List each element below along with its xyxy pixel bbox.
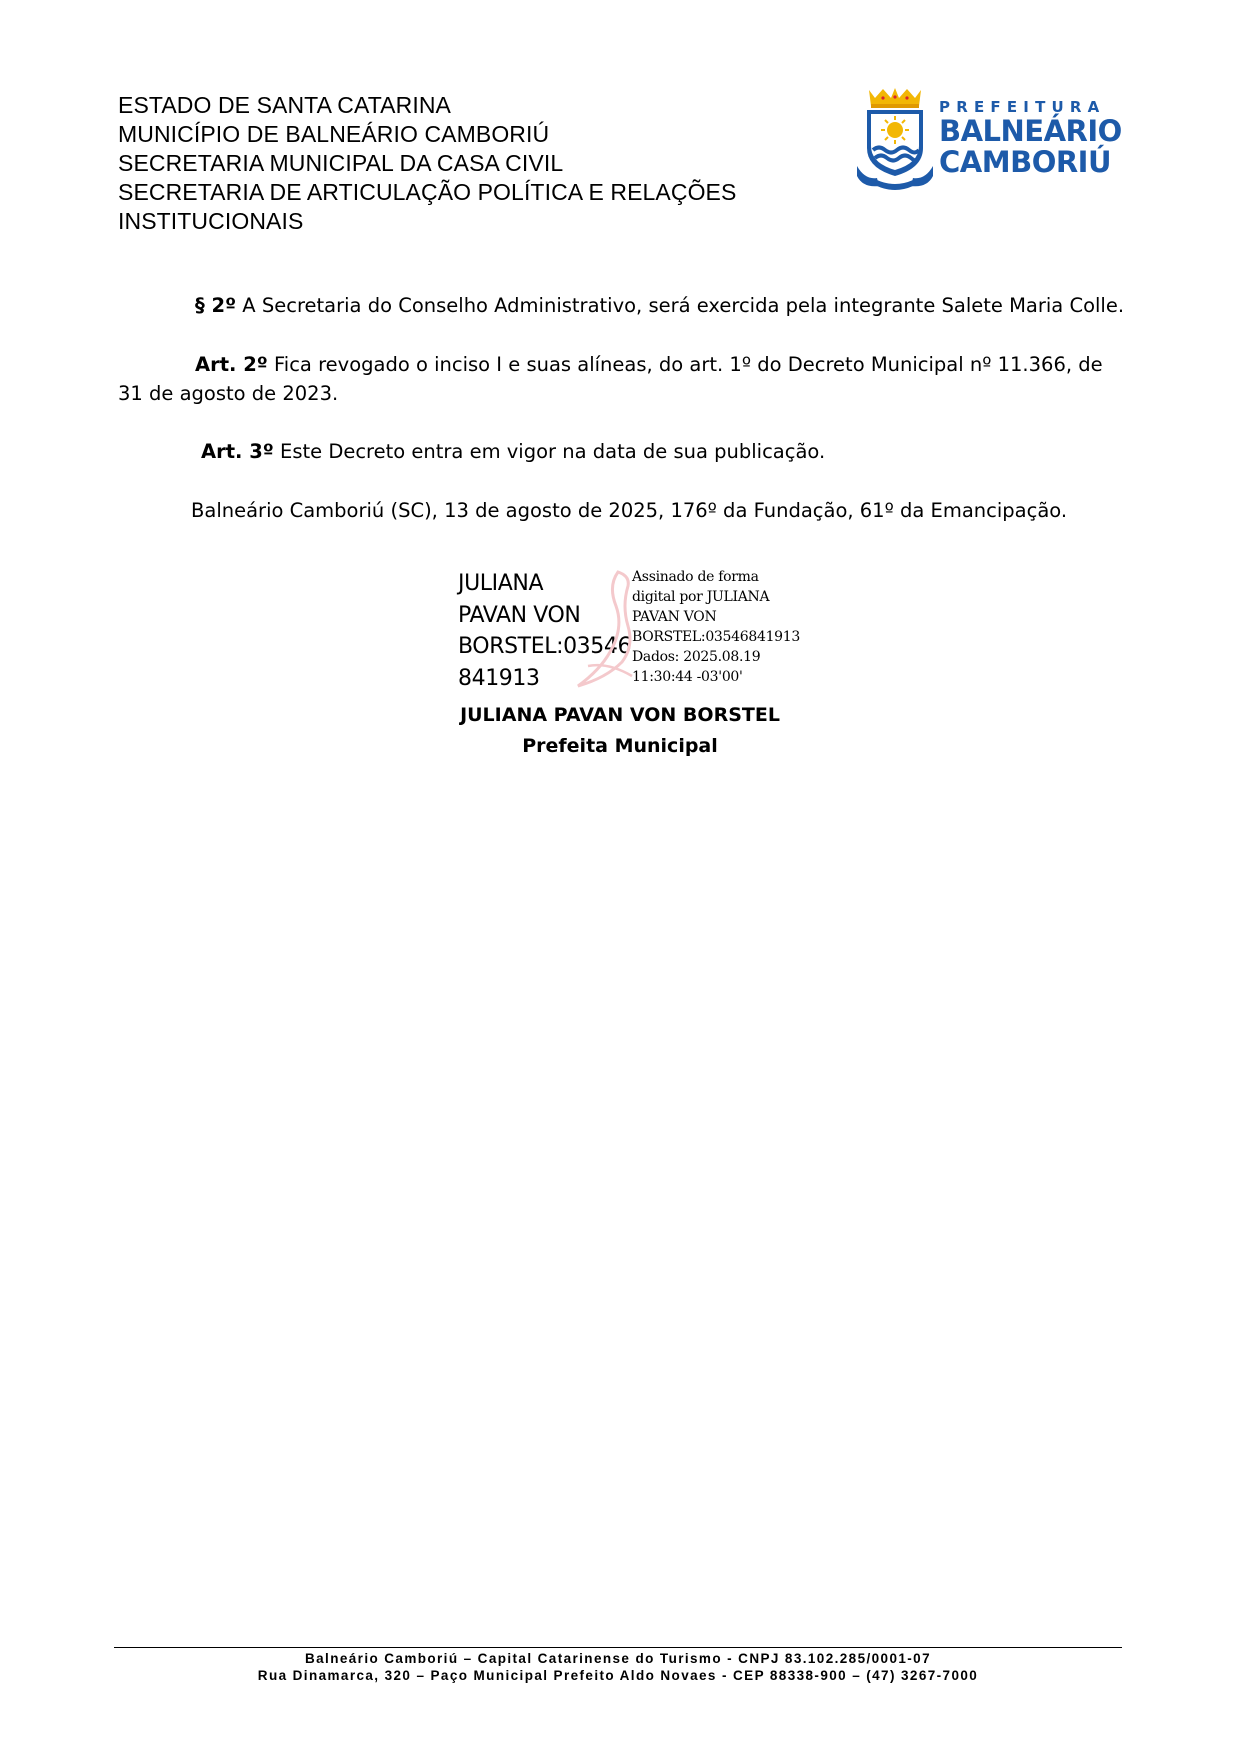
signer-name: JULIANA PAVAN VON BORSTEL: [460, 704, 780, 726]
signer-title: Prefeita Municipal: [522, 735, 718, 757]
paragraph-lead: § 2º: [195, 294, 237, 317]
article-2: [118, 350, 1130, 408]
dateline: Balneário Camboriú (SC), 13 de agosto de 2025, 176º da Fundação, 61º da Emancipação.: [191, 499, 1068, 522]
header-line-secretariat-articulation: SECRETARIA DE ARTICULAÇÃO POLÍTICA E RELAÇÕES: [118, 179, 737, 205]
logo-prefix: PREFEITURA: [939, 98, 1106, 116]
article-text: Este Decreto entra em vigor na data de sua publicação.: [273, 440, 826, 463]
article-lead: Art. 2º: [195, 353, 268, 376]
footer-line-1: Balneário Camboriú – Capital Catarinense do Turismo - CNPJ 83.102.285/0001-07: [305, 1651, 931, 1666]
logo-line-camboriu: CAMBORIÚ: [939, 145, 1112, 179]
article-lead: Art. 3º: [201, 440, 274, 463]
document-header: [118, 91, 818, 236]
signature-details: Assinado de forma digital por JULIANA PAVAN VON BORSTEL:03546841913 Dados: 2025.08.19 11:30:44 -03'00': [632, 569, 801, 685]
article-3: [118, 437, 1130, 466]
header-line-institutional: INSTITUCIONAIS: [118, 208, 304, 234]
prefeitura-logo: [855, 88, 1125, 194]
document-footer: [114, 1650, 1122, 1684]
header-line-municipality: MUNICÍPIO DE BALNEÁRIO CAMBORIÚ: [118, 121, 550, 147]
footer-line-2: Rua Dinamarca, 320 – Paço Municipal Prefeito Aldo Novaes - CEP 88338-900 – (47) 3267-7000: [257, 1668, 979, 1683]
coat-of-arms-icon: [855, 88, 935, 194]
signature-name: JULIANA PAVAN VON BORSTEL:03546 841913: [458, 571, 632, 691]
article-text: Fica revogado o inciso I e suas alíneas, do art. 1º do Decreto Municipal nº 11.366, de 31 de agosto de 2023.: [118, 353, 1103, 405]
paragraph-secretary: [118, 291, 1130, 320]
paragraph-text: A Secretaria do Conselho Administrativo, será exercida pela integrante Salete Maria Colle.: [236, 294, 1125, 317]
header-line-state: ESTADO DE SANTA CATARINA: [118, 92, 451, 118]
digital-signature: [458, 568, 818, 698]
logo-line-balneario: BALNEÁRIO: [939, 114, 1122, 148]
header-line-secretariat: SECRETARIA MUNICIPAL DA CASA CIVIL: [118, 150, 564, 176]
footer-divider: [114, 1647, 1122, 1648]
